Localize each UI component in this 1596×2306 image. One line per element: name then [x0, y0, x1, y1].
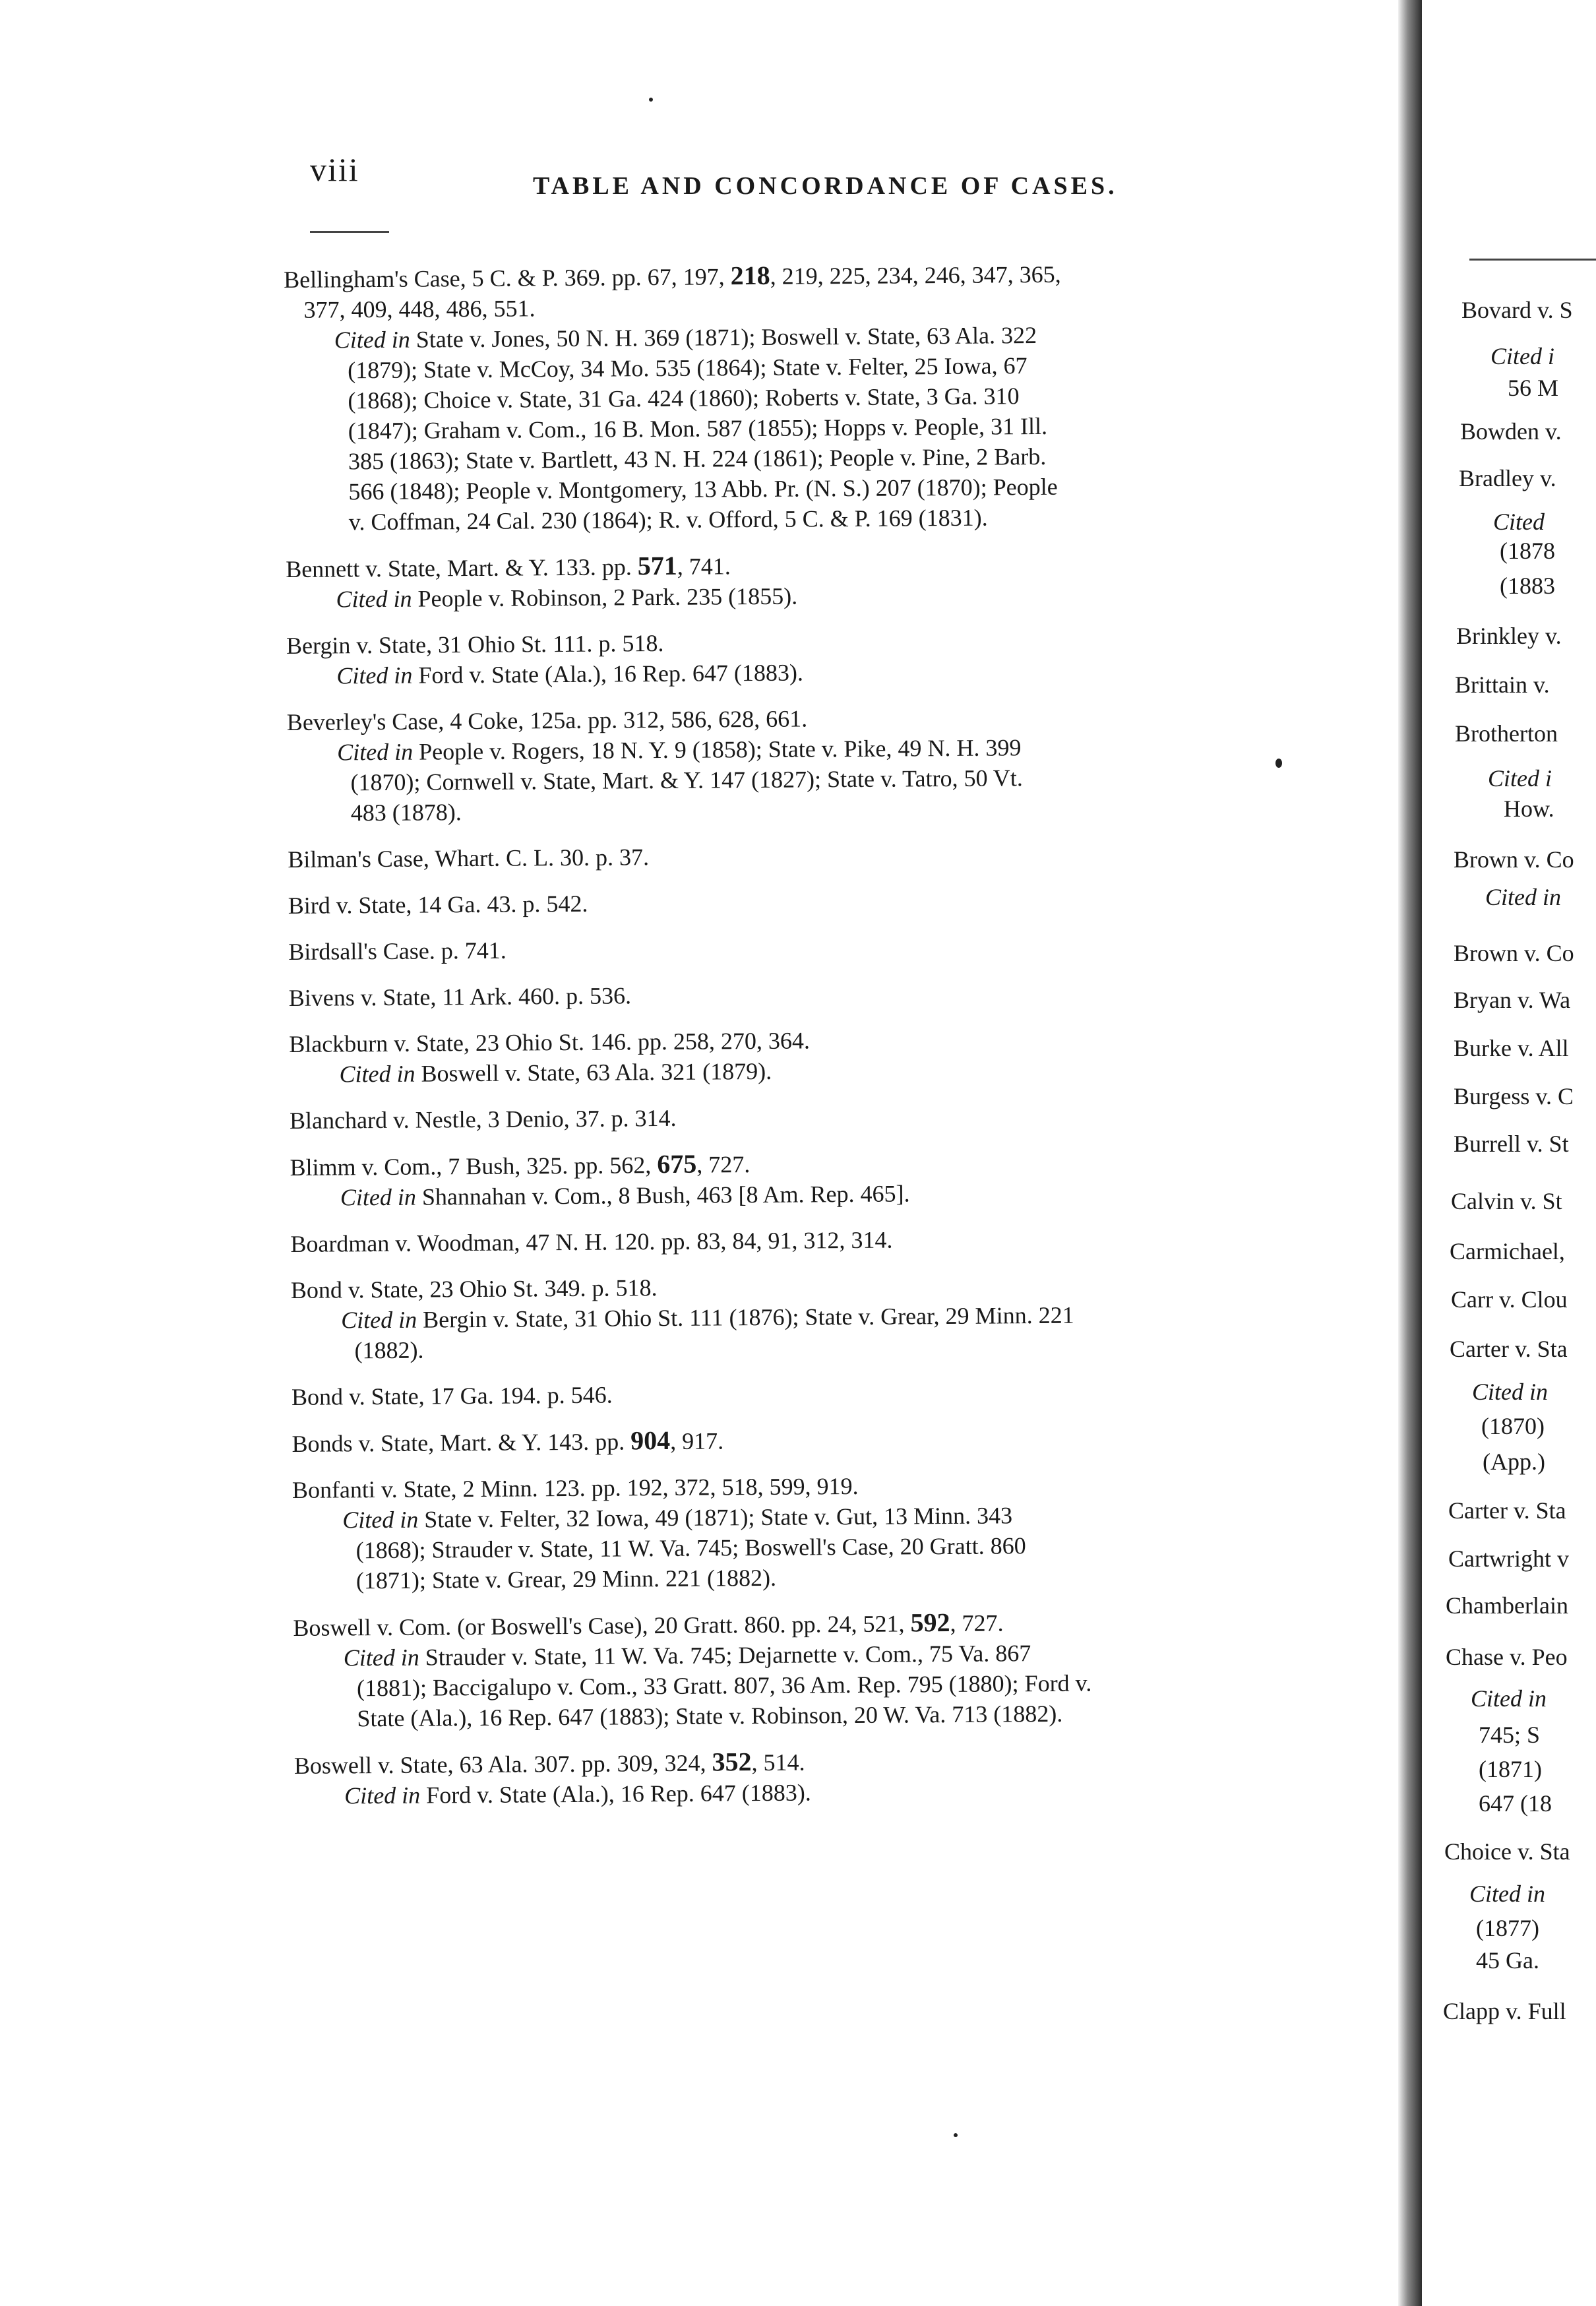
- case-heading-text: Birdsall's Case. p. 741.: [288, 937, 506, 965]
- principal-page-ref: 904: [630, 1425, 671, 1456]
- case-heading-text: , 741.: [677, 553, 731, 580]
- facing-page-line: (1883: [1500, 573, 1555, 599]
- case-entry: [289, 976, 1357, 1013]
- case-heading-text: Beverley's Case, 4 Coke, 125a. pp. 312, 586, 628, 661.: [286, 705, 808, 735]
- citation-text: (1870); Cornwell v. State, Mart. & Y. 147 (1827); State v. Tatro, 50 Vt.: [350, 764, 1023, 796]
- citation-text: State v. Jones, 50 N. H. 369 (1871); Boswell v. State, 63 Ala. 322: [410, 322, 1037, 353]
- facing-page-line: Cited i: [1490, 343, 1554, 369]
- case-heading-text: , 727.: [696, 1151, 751, 1178]
- case-table: [284, 257, 1363, 1827]
- citation-text: People v. Rogers, 18 N. Y. 9 (1858); State v. Pike, 49 N. H. 399: [413, 734, 1022, 765]
- case-heading: [290, 1222, 1359, 1259]
- cited-in-label: Cited in: [339, 1060, 415, 1088]
- facing-page-line: (1877): [1476, 1915, 1539, 1941]
- principal-page-ref: 592: [910, 1607, 950, 1638]
- cited-in-label: Cited in: [336, 662, 413, 689]
- facing-page-line: Carmichael,: [1450, 1238, 1565, 1264]
- citation-text: (1879); State v. McCoy, 34 Mo. 535 (1864); State v. Felter, 25 Iowa, 67: [347, 352, 1028, 384]
- case-heading-text: , 514.: [751, 1749, 805, 1776]
- facing-page-line: Bowden v.: [1460, 418, 1562, 445]
- citation-text: State v. Felter, 32 Iowa, 49 (1871); State v. Gut, 13 Minn. 343: [418, 1502, 1013, 1533]
- principal-page-ref: 218: [730, 260, 770, 291]
- header-rule: [310, 231, 389, 233]
- facing-page: [1422, 0, 1596, 2306]
- facing-page-line: Cited in: [1472, 1379, 1548, 1405]
- facing-page-line: Bovard v. S: [1461, 297, 1573, 323]
- facing-page-line: (1870): [1481, 1413, 1545, 1439]
- case-heading-text: Blanchard v. Nestle, 3 Denio, 37. p. 314.: [289, 1104, 677, 1134]
- facing-page-line: How.: [1504, 795, 1554, 822]
- case-heading-text: Boswell v. State, 63 Ala. 307. pp. 309, 324,: [293, 1749, 712, 1779]
- case-entry: [288, 837, 1356, 875]
- case-heading-text: , 219, 225, 234, 246, 347, 365,: [770, 261, 1061, 290]
- citation-text: Ford v. State (Ala.), 16 Rep. 647 (1883).: [412, 659, 804, 689]
- running-head: TABLE AND CONCORDANCE OF CASES.: [533, 172, 1118, 200]
- print-speck: [1275, 759, 1282, 768]
- case-heading: [289, 976, 1357, 1013]
- facing-page-line: (App.): [1483, 1449, 1545, 1475]
- case-heading: [288, 837, 1356, 875]
- case-heading-text: Bilman's Case, Whart. C. L. 30. p. 37.: [288, 844, 650, 873]
- case-entry: [290, 1222, 1359, 1259]
- facing-page-line: Burgess v. C: [1454, 1083, 1574, 1109]
- citation-text: 566 (1848); People v. Montgomery, 13 Abb. Pr. (N. S.) 207 (1870); People: [348, 473, 1058, 505]
- case-heading: [292, 1421, 1360, 1459]
- citation-text: Bergin v. State, 31 Ohio St. 111 (1876); State v. Grear, 29 Minn. 221: [417, 1301, 1074, 1333]
- case-heading-text: Bonfanti v. State, 2 Minn. 123. pp. 192, 372, 518, 599, 919.: [292, 1472, 859, 1503]
- citation-text: Shannahan v. Com., 8 Bush, 463 [8 Am. Rep. 465].: [415, 1180, 910, 1210]
- facing-page-line: Carr v. Clou: [1451, 1286, 1568, 1313]
- case-heading: [290, 1098, 1358, 1136]
- facing-page-line: Cartwright v: [1448, 1545, 1569, 1572]
- case-heading-continuation: 377, 409, 448, 486, 551.: [303, 295, 536, 323]
- case-entry: [287, 700, 1356, 828]
- facing-page-line: Brinkley v.: [1456, 623, 1562, 649]
- cited-in-label: Cited in: [334, 326, 410, 354]
- facing-page-lines: [1422, 0, 1596, 2306]
- case-heading-text: , 727.: [950, 1609, 1004, 1636]
- cited-in-label: Cited in: [340, 1183, 417, 1211]
- facing-page-line: Brown v. Co: [1454, 940, 1574, 966]
- cited-in-label: Cited in: [342, 1506, 419, 1534]
- facing-page-line: Chase v. Peo: [1446, 1644, 1568, 1670]
- case-entry: [289, 1022, 1358, 1090]
- citation-text: (1868); Choice v. State, 31 Ga. 424 (1860); Roberts v. State, 3 Ga. 310: [348, 383, 1020, 414]
- facing-page-line: 647 (18: [1479, 1790, 1552, 1817]
- facing-page-line: Cited in: [1469, 1881, 1545, 1907]
- case-entry: [292, 1421, 1360, 1459]
- case-heading-text: Blackburn v. State, 23 Ohio St. 146. pp. 258, 270, 364.: [289, 1027, 811, 1057]
- facing-page-line: Clapp v. Full: [1443, 1998, 1566, 2024]
- citation-text: (1871); State v. Grear, 29 Minn. 221 (1882).: [355, 1564, 777, 1594]
- facing-page-line: (1878: [1500, 538, 1555, 564]
- citation-text: (1882).: [354, 1336, 424, 1364]
- case-heading-text: Bellingham's Case, 5 C. & P. 369. pp. 67, 197,: [284, 263, 731, 293]
- facing-page-line: Cited: [1493, 509, 1545, 535]
- facing-page-line: Brittain v.: [1455, 671, 1550, 698]
- case-heading-text: Bird v. State, 14 Ga. 43. p. 542.: [288, 890, 588, 919]
- citation-text: Ford v. State (Ala.), 16 Rep. 647 (1883).: [420, 1779, 811, 1809]
- case-heading-text: Bond v. State, 23 Ohio St. 349. p. 518.: [290, 1274, 658, 1303]
- case-entry: [292, 1375, 1360, 1412]
- cited-in-label: Cited in: [341, 1306, 417, 1334]
- case-heading-text: Blimm v. Com., 7 Bush, 325. pp. 562,: [290, 1152, 658, 1181]
- case-heading-text: Boswell v. Com. (or Boswell's Case), 20 Gratt. 860. pp. 24, 521,: [293, 1610, 911, 1641]
- facing-page-line: Cited in: [1471, 1685, 1547, 1712]
- facing-page-line: Bryan v. Wa: [1454, 987, 1571, 1013]
- case-entry: [288, 883, 1357, 921]
- print-speck: [649, 98, 653, 102]
- book-gutter: [1398, 0, 1422, 2306]
- case-heading-text: Bonds v. State, Mart. & Y. 143. pp.: [292, 1428, 631, 1457]
- cited-in-label: Cited in: [343, 1644, 419, 1671]
- case-entry: [290, 1098, 1358, 1136]
- case-entry: [284, 257, 1354, 538]
- case-entry: [291, 1268, 1360, 1366]
- case-heading-text: Bergin v. State, 31 Ohio St. 111. p. 518.: [286, 629, 664, 659]
- case-entry: [286, 623, 1355, 691]
- principal-page-ref: 675: [657, 1148, 697, 1179]
- facing-page-line: Carter v. Sta: [1448, 1497, 1566, 1524]
- facing-page-line: Cited i: [1488, 765, 1552, 792]
- citation-text: (1847); Graham v. Com., 16 B. Mon. 587 (1855); Hopps v. People, 31 Ill.: [348, 412, 1048, 445]
- facing-page-line: Brotherton: [1455, 720, 1558, 747]
- citation-text: Strauder v. State, 11 W. Va. 745; Dejarnette v. Com., 75 Va. 867: [419, 1640, 1031, 1671]
- facing-page-line: (1871): [1479, 1756, 1542, 1782]
- facing-page-line: 745; S: [1479, 1722, 1541, 1748]
- case-heading-text: Bond v. State, 17 Ga. 194. p. 546.: [291, 1381, 613, 1410]
- print-speck: [954, 2133, 958, 2137]
- case-heading: [292, 1375, 1360, 1412]
- citation-text: State (Ala.), 16 Rep. 647 (1883); State v. Robinson, 20 W. Va. 713 (1882).: [357, 1700, 1063, 1732]
- citation-text: People v. Robinson, 2 Park. 235 (1855).: [412, 582, 798, 612]
- case-heading: [288, 929, 1357, 967]
- case-entry: [292, 1468, 1361, 1596]
- cited-in-label: Cited in: [344, 1782, 421, 1809]
- case-heading-text: Bennett v. State, Mart. & Y. 133. pp.: [286, 553, 638, 582]
- citation-text: (1881); Baccigalupo v. Com., 33 Gratt. 807, 36 Am. Rep. 795 (1880); Ford v.: [356, 1669, 1092, 1702]
- principal-page-ref: 352: [712, 1747, 752, 1777]
- facing-page-line: 56 M: [1508, 375, 1559, 401]
- facing-page-line: Calvin v. St: [1451, 1188, 1562, 1214]
- case-entry: [286, 546, 1355, 615]
- citation-text: 483 (1878).: [350, 799, 462, 826]
- cited-in-label: Cited in: [336, 585, 412, 613]
- facing-page-line: Bradley v.: [1459, 465, 1556, 491]
- citation-text: Boswell v. State, 63 Ala. 321 (1879).: [415, 1057, 772, 1087]
- facing-page-line: Carter v. Sta: [1450, 1336, 1568, 1362]
- citation-text: (1868); Strauder v. State, 11 W. Va. 745; Boswell's Case, 20 Gratt. 860: [355, 1532, 1026, 1564]
- case-heading: [288, 883, 1357, 921]
- case-entry: [288, 929, 1357, 967]
- citation-text: v. Coffman, 24 Cal. 230 (1864); R. v. Offord, 5 C. & P. 169 (1831).: [348, 504, 988, 536]
- facing-page-line: Burrell v. St: [1454, 1131, 1569, 1157]
- case-heading-text: , 917.: [670, 1427, 724, 1454]
- case-entry: [294, 1743, 1363, 1811]
- facing-page-line: Cited in: [1485, 884, 1561, 910]
- facing-page-line: Choice v. Sta: [1444, 1838, 1570, 1865]
- citation-text: 385 (1863); State v. Bartlett, 43 N. H. 224 (1861); People v. Pine, 2 Barb.: [348, 443, 1047, 475]
- case-heading-text: Bivens v. State, 11 Ark. 460. p. 536.: [288, 982, 632, 1011]
- cited-in-label: Cited in: [337, 738, 414, 766]
- facing-page-line: 45 Ga.: [1476, 1947, 1539, 1974]
- case-entry: [290, 1144, 1359, 1213]
- page-number: viii: [310, 151, 359, 188]
- principal-page-ref: 571: [637, 550, 677, 581]
- case-heading-text: Boardman v. Woodman, 47 N. H. 120. pp. 83, 84, 91, 312, 314.: [290, 1226, 893, 1257]
- facing-page-line: Brown v. Co: [1454, 846, 1574, 873]
- case-entry: [293, 1605, 1362, 1734]
- facing-page-line: Chamberlain: [1446, 1592, 1568, 1619]
- facing-page-line: Burke v. All: [1454, 1035, 1569, 1061]
